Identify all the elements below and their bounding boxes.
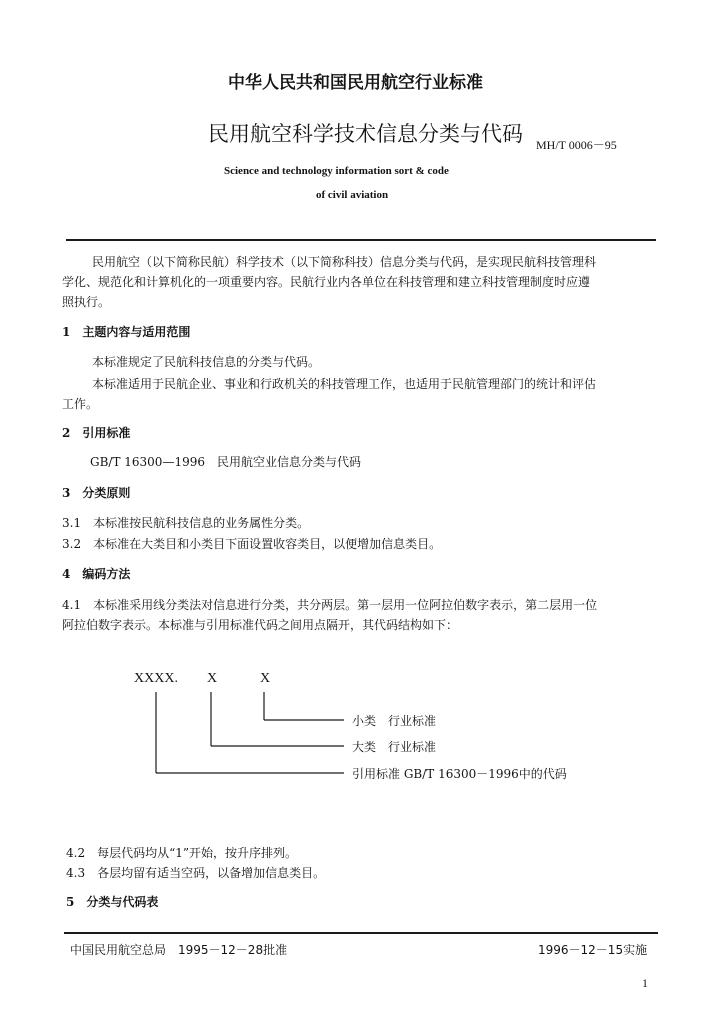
code-prefix-placeholder: XXXX. bbox=[134, 671, 178, 686]
small-class-label: 小类 行业标准 bbox=[352, 714, 437, 728]
big-class-label: 大类 行业标准 bbox=[352, 740, 437, 754]
clause-3-1: 3.1 本标准按民航科技信息的业务属性分类。 bbox=[62, 516, 310, 530]
footer-divider bbox=[64, 932, 658, 934]
section-1-para-2b: 工作。 bbox=[62, 397, 99, 411]
intro-line-1: 民用航空（以下简称民航）科学技术（以下简称科技）信息分类与代码，是实现民航科技管理科 bbox=[92, 255, 597, 269]
section-4-heading: 4 编码方法 bbox=[62, 567, 131, 581]
intro-line-2: 学化、规范化和计算机化的一项重要内容。民航行业内各单位在科技管理和建立科技管理制度时应遵 bbox=[62, 275, 591, 289]
section-3-heading: 3 分类原则 bbox=[62, 486, 131, 500]
approval-date: 中国民用航空总局 1995－12－28批准 bbox=[70, 943, 288, 957]
reference-code-label: 引用标准 GB/T 16300－1996中的代码 bbox=[352, 767, 567, 781]
standard-category: 中华人民共和国民用航空行业标准 bbox=[228, 73, 483, 93]
clause-3-2: 3.2 本标准在大类目和小类目下面设置收容类目，以便增加信息类目。 bbox=[62, 537, 442, 551]
clause-4-1-line-2: 阿拉伯数字表示。本标准与引用标准代码之间用点隔开，其代码结构如下： bbox=[62, 618, 459, 632]
clause-4-2: 4.2 每层代码均从“1”开始，按升序排列。 bbox=[66, 846, 297, 860]
standard-code: MH/T 0006－95 bbox=[536, 138, 617, 152]
intro-line-3: 照执行。 bbox=[62, 295, 111, 309]
section-5-heading: 5 分类与代码表 bbox=[66, 895, 159, 909]
clause-4-3: 4.3 各层均留有适当空码，以备增加信息类目。 bbox=[66, 866, 326, 880]
clause-4-1-line-1: 4.1 本标准采用线分类法对信息进行分类，共分两层。第一层用一位阿拉伯数字表示，第二层用一位 bbox=[62, 598, 598, 612]
section-1-para-2a: 本标准适用于民航企业、事业和行政机关的科技管理工作，也适用于民航管理部门的统计和评估 bbox=[92, 377, 597, 391]
section-2-heading: 2 引用标准 bbox=[62, 426, 131, 440]
section-1-para-1: 本标准规定了民航科技信息的分类与代码。 bbox=[92, 355, 321, 369]
section-1-heading: 1 主题内容与适用范围 bbox=[62, 325, 191, 339]
english-title-line2: of civil aviation bbox=[316, 189, 389, 201]
reference-standard: GB/T 16300—1996 民用航空业信息分类与代码 bbox=[90, 455, 361, 469]
english-title-line1: Science and technology information sort & code bbox=[224, 165, 449, 177]
code-big-class-placeholder: X bbox=[207, 671, 218, 686]
implementation-date: 1996－12－15实施 bbox=[538, 943, 648, 957]
page-number: 1 bbox=[642, 976, 648, 990]
code-small-class-placeholder: X bbox=[260, 671, 271, 686]
document-title: 民用航空科学技术信息分类与代码 bbox=[208, 122, 523, 146]
